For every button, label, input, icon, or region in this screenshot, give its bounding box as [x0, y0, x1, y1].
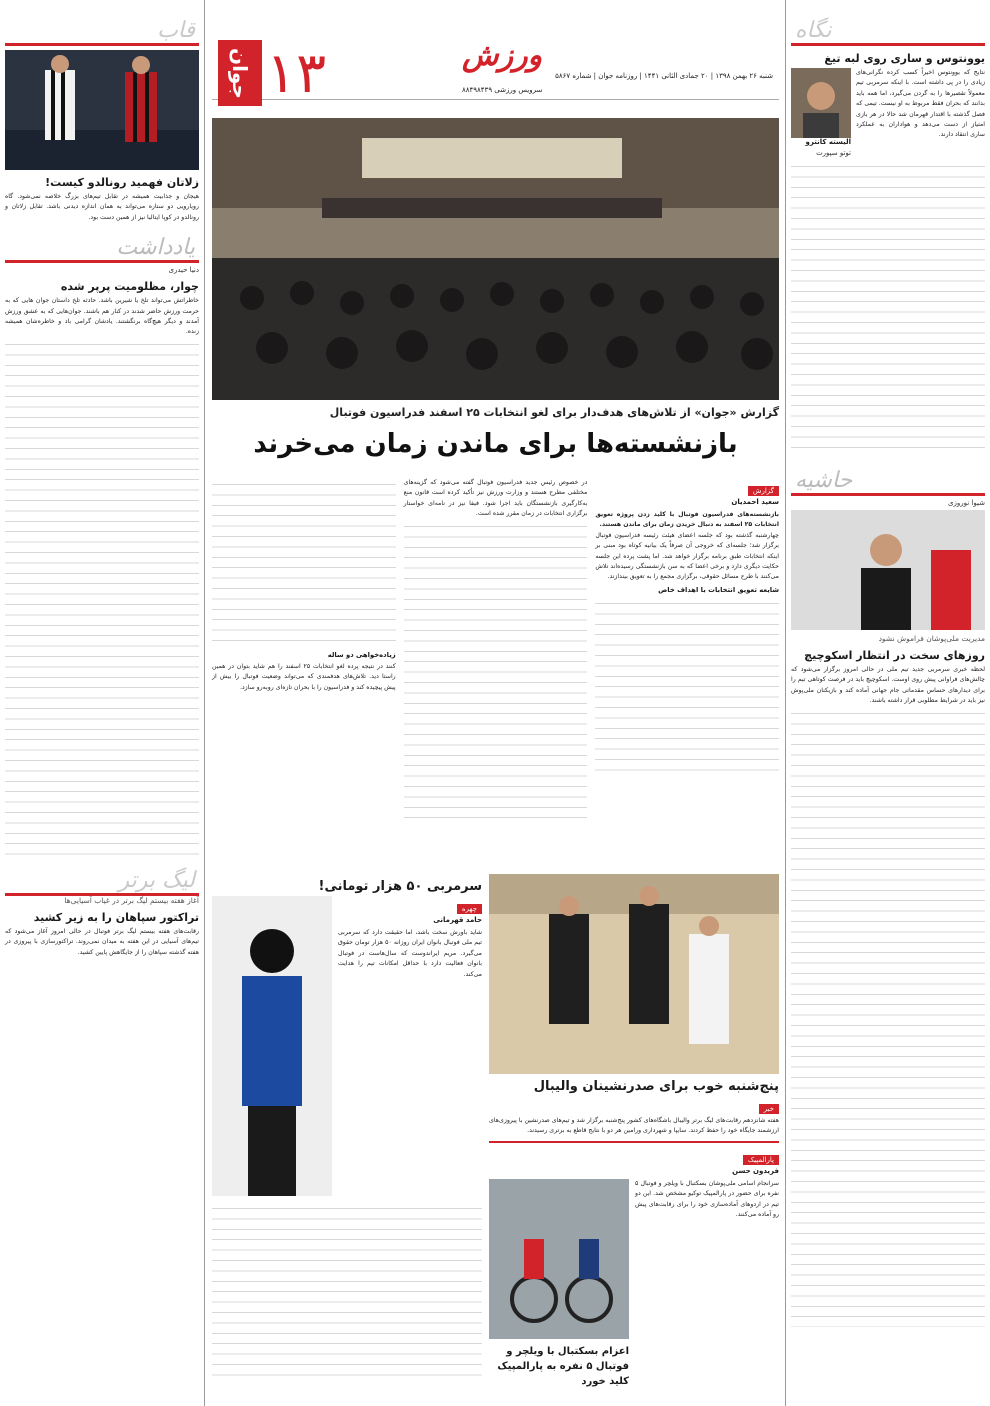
main-col3-filler	[212, 478, 396, 648]
main-headline: بازنشسته‌ها برای ماندن زمان می‌خرند	[253, 429, 738, 459]
right-column	[785, 0, 990, 1406]
headline-skocic: روزهای سخت در انتظار اسکوچیچ	[804, 649, 985, 662]
body-wheelchair: سرانجام اسامی ملی‌پوشان بسکتبال با ویلچر و فوتبال ۵ نفره برای حضور در پارالمپیک توکیو مشخص شد. این دو تیم در اردوهای آماده‌سازی خود را برای رقابت‌های پیش رو آماده می‌کنند.	[635, 1179, 779, 1219]
wheelchair-photo-wrap	[489, 1179, 629, 1391]
kicker-league: آغاز هفته بیستم لیگ برتر در غیاب آسیایی‌ها	[64, 895, 199, 905]
section-label: قاب	[153, 18, 199, 43]
players-illustration	[5, 50, 199, 170]
coach-filler	[212, 1202, 482, 1382]
headline-juventus: یوونتوس و ساری روی لبه تیغ	[824, 52, 985, 65]
section-name: ورزش	[462, 38, 543, 73]
section-phone: سرویس ورزشی ۸۸۴۹۸۴۳۹	[462, 86, 543, 94]
lower-section	[212, 874, 779, 1406]
section-tab-note: یادداشت	[5, 233, 199, 263]
author-portrait	[791, 68, 851, 138]
headline-tractor: تراکتور سپاهان را به زیر کشید	[33, 910, 199, 924]
headline-coach: سرمربی ۵۰ هزار تومانی!	[318, 879, 482, 894]
margin-author: شیوا نوروزی	[948, 499, 985, 507]
page-number: ۱۳	[266, 41, 327, 106]
author-name: آلیسته کانترو	[805, 138, 851, 146]
football-photo	[5, 50, 199, 170]
masthead	[212, 0, 779, 106]
main-col-middle	[404, 478, 588, 868]
main-lead: بازنشسته‌های فدراسیون فوتبال با کلید زدن پروژه تعویق انتخابات ۲۵ اسفند به دنبال خریدن زمان برای ماندن هستند.	[595, 511, 779, 529]
column-filler	[791, 160, 985, 450]
divider	[489, 1141, 779, 1143]
author-note: دنیا حیدری	[168, 266, 199, 275]
headline-zlatan: زلاتان فهمید رونالدو کیست!	[45, 176, 199, 189]
section-tab-margin: حاشیه	[791, 466, 985, 496]
main-col3-text: کنند در نتیجه پرده لغو انتخابات ۲۵ اسفند را هم شاید بتوان در همین راستا دید. تلاش‌های هدفمندی که می‌تواند وضعیت فوتبال را بیش از پیش پیچیده کند و فدراسیون را با بحران تازه‌ای روبه‌رو سازد.	[211, 663, 396, 691]
author-block	[791, 68, 851, 160]
coach-row	[212, 896, 482, 1196]
left-column	[0, 0, 205, 1406]
coach-block	[212, 874, 482, 1406]
body-volleyball: هفته شانزدهم رقابت‌های لیگ برتر والیبال باشگاه‌های کشور پنج‌شنبه برگزار شد و تیم‌های صدرنشین با پیروزی‌های ارزشمند جایگاه خود را حفظ کردند. سایپا و شهرداری ورامین هر دو با نتایج قاطع به برتری رسیدند.	[489, 1117, 779, 1135]
main-col-right	[595, 478, 779, 868]
volleyball-photo	[489, 874, 779, 1074]
coach-author: حامد قهرمانی	[433, 916, 482, 924]
meeting-hall-illustration	[212, 118, 779, 400]
body-chavar: خاطراتش می‌تواند تلخ یا شیرین باشد. حادثه تلخ داستان جوان هایی که به حرمت ورزش حاضر شدند در کنار هم باشند. جوان‌هایی که به عشق ورزش آمدند و دیگر هیچ‌گاه برنگشتند. یادشان گرامی باد و خاطره‌شان همیشه زنده.	[5, 297, 199, 336]
headline-wheelchair: اعزام بسکتبال با ویلچر و فوتبال ۵ نفره به پارالمپیک کلید خورد	[497, 1345, 629, 1387]
column-row	[791, 68, 985, 160]
main-subhead-2: زیاده‌خواهی دو ساله	[327, 651, 396, 659]
wheelchair-illustration	[489, 1179, 629, 1339]
body-coach: شاید باورش سخت باشد، اما حقیقت دارد که سرمربی تیم ملی فوتبال بانوان ایران روزانه ۵۰ هزار تومان حقوق می‌گیرد. مریم ایراندوست که سال‌هاست در فوتبال بانوان فعالیت دارد با حداقل امکانات تیم را هدایت می‌کند.	[338, 929, 482, 978]
volleyball-tag: خبر	[759, 1104, 779, 1114]
coach-tag: چهره	[457, 904, 482, 914]
meeting-photo	[212, 118, 779, 400]
main-col-left	[212, 478, 396, 868]
main-col1-filler	[595, 597, 779, 777]
newspaper-logo: جوان	[218, 40, 262, 106]
report-author: سعید احمدیان	[731, 498, 779, 506]
headline-chavar: چوار، مظلومیت پرپر شده	[60, 280, 199, 294]
section-tab-frame	[5, 16, 199, 46]
body-zlatan: هیجان و جذابیت همیشه در تقابل تیم‌های بزرگ خلاصه نمی‌شود. گاه رویارویی دو ستاره می‌تواند به همان اندازه دیدنی باشد. تقابل زلاتان و رونالدو در کوپا ایتالیا نیز از همین دست بود.	[5, 193, 199, 221]
paralympic-tag: پارالمپیک	[743, 1155, 779, 1165]
main-kicker: گزارش «جوان» از تلاش‌های هدف‌دار برای لغو انتخابات ۲۵ اسفند فدراسیون فوتبال	[329, 406, 779, 419]
section-tab-league: لیگ برتر	[5, 866, 199, 896]
dateline: شنبه ۲۶ بهمن ۱۳۹۸ | ۲۰ جمادی الثانی ۱۴۴۱ | روزنامه جوان | شماره ۵۸۶۷	[555, 72, 773, 80]
main-subhead-1: شایعه تعویق انتخابات با اهداف خاص	[658, 585, 779, 594]
author-photo	[791, 68, 851, 138]
skocic-photo	[791, 510, 985, 630]
paralympic-row	[489, 1179, 779, 1391]
body-juventus: نتایج که یوونتوس اخیراً کسب کرده نگرانی‌های زیادی را در پی داشته است. با اینکه سرمربی تیم معمولاً تقصیرها را به گردن می‌گیرد، اما همه باید بدانند که بحران فقط مربوط به او نیست. تیمی که فصل گذشته با اقتدار قهرمان شد حالا در هر بازی امتیاز از دست می‌دهد و هواداران به عملکرد ساری انتقاد دارند.	[856, 69, 985, 139]
coach-text	[338, 896, 482, 1196]
main-col1-text: چهارشنبه گذشته بود که جلسه اعضای هیئت رئیسه فدراسیون فوتبال برگزار شد؛ جلسه‌ای که خروجی آن صرفاً یک بیانیه کوتاه بود مبنی بر اینکه انتخابات طبق برنامه برگزار خواهد شد. اما پشت پرده این جلسه حکایت دیگری دارد و برخی اعضا که به سن بازنشستگی رسیده‌اند تلاش می‌کنند با طرح مسائل حقوقی، برگزاری مجمع را به تعویق بیندازند.	[595, 531, 779, 581]
main-col2-text: در خصوص رئیس جدید فدراسیون فوتبال گفته می‌شود که گزینه‌های مختلفی مطرح هستند و وزارت ورزش نیز تأکید کرده است قانون منع به‌کارگیری بازنشستگان باید اجرا شود. فیفا نیز در نامه‌ای خواستار برگزاری انتخابات در زمان مقرر شده است.	[403, 479, 588, 518]
wheelchair-photo	[489, 1179, 629, 1339]
main-col2-filler	[404, 520, 588, 820]
body-tractor: رقابت‌های هفته بیستم لیگ برتر فوتبال در حالی امروز آغاز می‌شود که تیم‌های آسیایی در این هفته به میدان نمی‌روند. تراکتورسازی با پیروزی در هفته گذشته سپاهان را از جایگاهش پایین کشید.	[5, 927, 199, 956]
report-tag: گزارش	[748, 486, 779, 496]
body-filler	[5, 338, 199, 858]
skocic-filler	[791, 707, 985, 1327]
section-tab-view: نگاه	[791, 16, 985, 46]
author-source: توتو سپورت	[816, 149, 851, 157]
margin-kicker: مدیریت ملی‌پوشان فراموش نشود	[878, 634, 985, 643]
headline-volleyball: پنج‌شنبه خوب برای صدرنشینان والیبال	[533, 1079, 779, 1094]
volleyball-wheelchair-block	[489, 874, 779, 1406]
main-story-body	[212, 478, 779, 868]
volleyball-illustration	[489, 874, 779, 1074]
body-skocic: لحظه خبری سرمربی جدید تیم ملی در حالی امروز برگزار می‌شود که چالش‌های فراوانی پیش روی اوست. اسکوچیچ باید در فرصت کوتاهی تیم را برای دیدارهای حساس مقدماتی جام جهانی آماده کند و بازیکنان ملی‌پوش نیز باید در شرایط مطلوبی قرار داشته باشند.	[791, 666, 985, 705]
coach-photo	[212, 896, 332, 1196]
paralympic-author: فریدون حسن	[732, 1166, 779, 1175]
main-column	[206, 0, 785, 1406]
skocic-illustration	[791, 510, 985, 630]
coach-illustration	[212, 896, 332, 1196]
